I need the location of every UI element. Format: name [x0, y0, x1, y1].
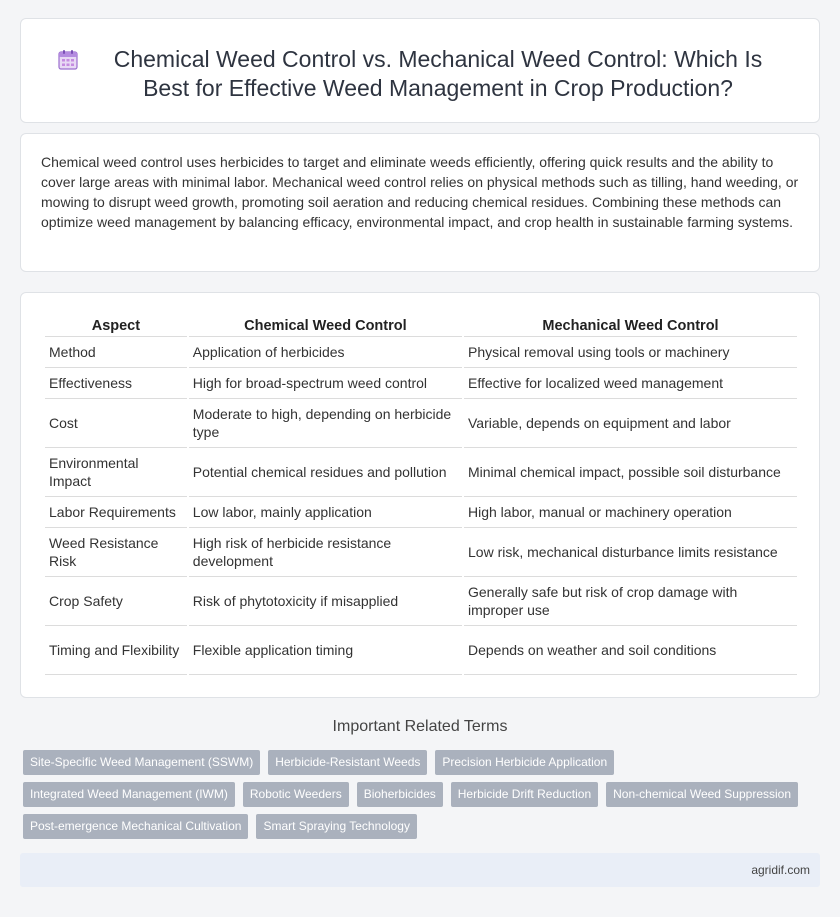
intro-paragraph: Chemical weed control uses herbicides to target and eliminate weeds efficiently, offering quick results and the ability to cover large areas with minimal labor. Mechanical weed control relies on physical methods such as tilling, hand weeding, or mowing to disrupt weed growth, promoting soil aeration and reducing chemical residues. Combining these methods can optimize weed management by balancing efficacy, environmental impact, and crop health in sustainable farming systems.: [41, 154, 799, 230]
table-cell-chemical: Potential chemical residues and pollution: [189, 448, 462, 497]
table-row: [45, 497, 797, 528]
table-cell-aspect: Cost: [45, 399, 187, 448]
related-terms-title: Important Related Terms: [332, 718, 508, 735]
intro-card: [20, 133, 820, 272]
table-cell-mechanical: Depends on weather and soil conditions: [464, 626, 797, 675]
table-cell-aspect: Timing and Flexibility: [45, 626, 187, 675]
table-row: [45, 337, 797, 368]
table-row: [45, 626, 797, 675]
table-row: [45, 399, 797, 448]
table-cell-chemical: High for broad-spectrum weed control: [189, 368, 462, 399]
table-cell-mechanical: Generally safe but risk of crop damage with improper use: [464, 577, 797, 626]
table-row: [45, 577, 797, 626]
column-header-chemical: Chemical Weed Control: [189, 315, 462, 337]
table-row: [45, 368, 797, 399]
table-cell-aspect: Labor Requirements: [45, 497, 187, 528]
table-cell-aspect: Crop Safety: [45, 577, 187, 626]
table-cell-chemical: Flexible application timing: [189, 626, 462, 675]
column-header-mechanical: Mechanical Weed Control: [464, 315, 797, 337]
table-header-row: [45, 315, 797, 337]
table-cell-aspect: Weed Resistance Risk: [45, 528, 187, 577]
related-term-tag[interactable]: Herbicide Drift Reduction: [451, 782, 598, 807]
table-cell-aspect: Method: [45, 337, 187, 368]
table-cell-mechanical: High labor, manual or machinery operation: [464, 497, 797, 528]
related-term-tag[interactable]: Smart Spraying Technology: [256, 814, 417, 839]
table-row: [45, 448, 797, 497]
related-term-tag[interactable]: Precision Herbicide Application: [435, 750, 614, 775]
related-term-tag[interactable]: Robotic Weeders: [243, 782, 349, 807]
column-header-aspect: Aspect: [45, 315, 187, 337]
title-row: [21, 19, 819, 103]
related-term-tag[interactable]: Integrated Weed Management (IWM): [23, 782, 235, 807]
header-card: [20, 18, 820, 123]
footer-bar: [20, 853, 820, 887]
table-cell-mechanical: Low risk, mechanical disturbance limits resistance: [464, 528, 797, 577]
table-cell-aspect: Effectiveness: [45, 368, 187, 399]
table-cell-mechanical: Minimal chemical impact, possible soil disturbance: [464, 448, 797, 497]
table-cell-chemical: Application of herbicides: [189, 337, 462, 368]
table-cell-mechanical: Variable, depends on equipment and labor: [464, 399, 797, 448]
table-row: [45, 528, 797, 577]
table-cell-aspect: Environmental Impact: [45, 448, 187, 497]
footer-site-link[interactable]: agridif.com: [751, 863, 810, 877]
table-cell-chemical: Low labor, mainly application: [189, 497, 462, 528]
table-cell-chemical: Moderate to high, depending on herbicide type: [189, 399, 462, 448]
related-term-tag[interactable]: Non-chemical Weed Suppression: [606, 782, 798, 807]
comparison-table-card: [20, 292, 820, 698]
table-cell-chemical: High risk of herbicide resistance development: [189, 528, 462, 577]
related-term-tag[interactable]: Bioherbicides: [357, 782, 443, 807]
related-term-tag[interactable]: Post-emergence Mechanical Cultivation: [23, 814, 248, 839]
related-term-tag[interactable]: Site-Specific Weed Management (SSWM): [23, 750, 260, 775]
calendar-icon: [57, 49, 79, 71]
page-title: Chemical Weed Control vs. Mechanical Weed Control: Which Is Best for Effective Weed Management in Crop Production?: [113, 46, 763, 101]
table-cell-mechanical: Physical removal using tools or machinery: [464, 337, 797, 368]
related-term-tag[interactable]: Herbicide-Resistant Weeds: [268, 750, 427, 775]
related-terms-list: [23, 750, 813, 846]
comparison-table: [43, 315, 799, 675]
table-cell-mechanical: Effective for localized weed management: [464, 368, 797, 399]
table-cell-chemical: Risk of phytotoxicity if misapplied: [189, 577, 462, 626]
